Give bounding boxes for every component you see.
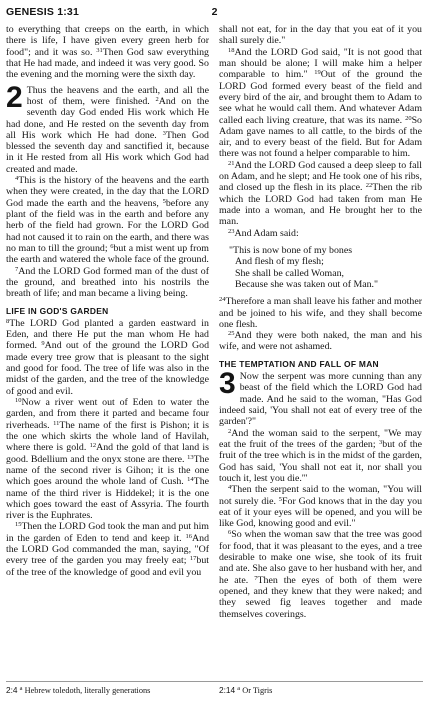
verse-text: before any plant of the field was in the earth and before any herb of the field had grown. For the LORD God had not caused it to rain on the earth, and there was no man to till the ground; [6, 197, 209, 254]
paragraph [219, 228, 422, 239]
paragraph [219, 428, 422, 485]
verse-number: 25 [228, 330, 235, 338]
verse-number: 24 [219, 296, 226, 304]
verse-number: 11 [53, 419, 60, 427]
verse-text: Then the eyes of both of them were opened, and they knew that they were naked; and they sewed fig leaves together and made themselves coverings. [219, 574, 423, 620]
verse-text: shall not eat, for in the day that you eat of it you shall surely die." [219, 24, 422, 47]
poem-line: Because she was taken out of Man." [235, 278, 379, 290]
verse-number: 7 [254, 574, 258, 582]
verse-text: Thus the heavens and the earth, and all the host of them, were finished. [26, 84, 209, 107]
verse-number: 3 [379, 438, 383, 446]
paragraph [6, 521, 209, 578]
verse-number: 6 [110, 242, 114, 250]
footnote [6, 685, 212, 695]
paragraph [6, 175, 209, 266]
verse-text: Then the rib which the LORD God had taken from man He made into a woman, and He brought her to the man. [219, 182, 423, 228]
verse-number: 18 [228, 46, 235, 54]
footnote [219, 685, 272, 695]
page-number: 2 [211, 6, 218, 18]
paragraph [219, 296, 422, 330]
verse-text: Then God saw everything that He had made, and indeed it was very good. So the evening and the morning were the sixth day. [6, 46, 209, 81]
left-column [6, 24, 209, 578]
chapter-number: 3 [219, 367, 236, 401]
paragraph [219, 330, 422, 353]
verse-text: So when the woman saw that the tree was good for food, that it was pleasant to the eyes, and a tree desirable to make one wise, she took of its fruit and ate. She also gave to her husband with her, and he ate. [219, 529, 422, 586]
verse-text: The name of the first is Pishon; it is the one which skirts the whole land of Havilah, where there is gold. [6, 419, 209, 454]
footnotes [6, 685, 423, 699]
verse-text: Then the LORD God took the man and put him in the garden of Eden to tend and keep it. [6, 521, 209, 544]
verse-text: And the LORD God caused a deep sleep to fall on Adam, and he slept; and He took one of his ribs, and closed up the flesh in its place. [219, 159, 422, 194]
verse-text: but of the fruit of the tree which is in the midst of the garden, God has said, 'You shall not eat it, nor shall you touch it, lest you die.'" [219, 438, 422, 484]
poem-line: She shall be called Woman, [235, 267, 344, 279]
footnote-text: Hebrew toledoth, literally generations [24, 686, 151, 695]
verse-number: 20 [405, 114, 412, 122]
verse-number: 31 [96, 46, 103, 54]
verse-text: This is the history of the heavens and the earth when they were created, in the day that the LORD God made the earth and the heavens, [6, 175, 209, 209]
poem-line: "This is now bone of my bones [229, 244, 353, 256]
verse-text: And the LORD God commanded the man, saying, "Of every tree of the garden you may freely eat; [6, 532, 210, 567]
verse-text: For God knows that in the day you eat of it your eyes will be opened, and you will be like God, knowing good and evil." [219, 495, 423, 530]
verse-number: 4 [15, 175, 19, 183]
verse-text: And the LORD God formed man of the dust of the ground, and breathed into his nostrils the breath of life; and man became a living being. [6, 265, 209, 300]
paragraph [219, 484, 422, 529]
verse-text: So Adam gave names to all cattle, to the birds of the air, and to every beast of the field. But for Adam there was not found a helper comparable to him. [219, 114, 422, 160]
right-column [219, 24, 422, 620]
chapter-3-opening [219, 367, 422, 428]
verse-number: 6 [228, 529, 232, 537]
paragraph [219, 160, 422, 228]
verse-text: And Adam said: [234, 227, 299, 239]
poem-line: And flesh of my flesh; [235, 256, 324, 268]
verse-text: Then the serpent said to the woman, "You will not surely die. [219, 484, 422, 507]
verse-number: 10 [15, 397, 22, 404]
verse-number: 12 [89, 442, 97, 450]
verse-number: 8 [6, 317, 10, 325]
poem [229, 245, 422, 290]
verse-text: Then God blessed the seventh day and sanctified it, because in it He rested from all His work which God had created and made. [6, 129, 209, 175]
verse-text: Now a river went out of Eden to water the garden, and from there it parted and became four riverheads. [6, 397, 209, 431]
section-heading: THE TEMPTATION AND FALL OF MAN [219, 358, 379, 369]
verse-number: 19 [314, 69, 321, 77]
verse-number: 5 [162, 197, 166, 205]
verse-text: The name of the third river is Hiddekel; it is the one which goes toward the east of Assyria. The fourth river is the Euphrates. [6, 476, 210, 522]
verse-text: And the LORD God said, "It is not good that man should be alone; I will make him a helper comparable to him." [219, 46, 422, 81]
verse-text: Now the serpent was more cunning than any beast of the field which the LORD God had made. And he said to the woman, "Has God indeed said, 'You shall not eat of every tree of the garden'?" [219, 371, 422, 428]
paragraph [219, 47, 422, 160]
verse-text: to everything that creeps on the earth, in which there is life, I have given every green herb for food"; and it was so. [6, 24, 209, 58]
verse-text: And the woman said to the serpent, "We may eat the fruit of the trees of the garden; [219, 427, 422, 450]
verse-number: 4 [228, 484, 232, 492]
verse-number: 2 [228, 427, 232, 435]
paragraph [219, 529, 422, 620]
verse-text: And out of the ground the LORD God made every tree grow that is pleasant to the sight and good for food. The tree of life was also in the midst of the garden, and the tree of the knowledge of good and evil. [6, 340, 210, 397]
paragraph [6, 318, 209, 397]
verse-number: 23 [228, 227, 235, 235]
verse-number: 17 [189, 555, 197, 563]
paragraph [6, 397, 209, 521]
verse-text: Therefore a man shall leave his father and mother and be joined to his wife, and they shall become one flesh. [219, 296, 422, 330]
paragraph [219, 24, 422, 47]
verse-number: 2 [155, 95, 159, 103]
verse-number: 14 [187, 476, 194, 484]
verse-text: And on the seventh day God ended His work which He had done, and He rested on the seventh day from all His work which He had done. [6, 95, 210, 141]
verse-number: 15 [15, 521, 22, 529]
verse-text: The LORD God planted a garden eastward in Eden, and there He put the man whom He had formed. [6, 317, 209, 352]
verse-text: And the gold of that land is good. Bdellium and the onyx stone are there. [6, 442, 210, 465]
verse-text: The name of the second river is Gihon; it is the one which goes around the whole land of Cush. [6, 453, 209, 488]
verse-text: Out of the ground the LORD God formed every beast of the field and every bird of the air, and brought them to Adam to see what he would call them. And whatever Adam called each living creature, that was its name. [219, 69, 422, 126]
chapter-2-opening [6, 80, 210, 176]
verse-number: 21 [228, 159, 235, 167]
verse-number: 7 [15, 265, 19, 273]
footnote-ref: 2:4 [6, 685, 18, 695]
footnote-text: Or Tigris [242, 686, 273, 695]
verse-text: but a mist went up from the earth and watered the whole face of the ground. [6, 242, 209, 266]
verse-number: 9 [41, 340, 45, 348]
verse-number: 16 [185, 532, 192, 540]
verse-number: 22 [365, 182, 373, 190]
verse-number: 5 [278, 495, 283, 503]
chapter-number: 2 [6, 80, 23, 114]
footnote-divider [6, 681, 423, 682]
verse-text: but of the tree of the knowledge of good and evil you [6, 555, 209, 578]
paragraph [6, 266, 209, 300]
verse-number: 13 [187, 453, 194, 461]
page-header [6, 6, 423, 22]
verse-number: 3 [162, 129, 166, 137]
section-heading: LIFE IN GOD'S GARDEN [6, 305, 109, 316]
paragraph [6, 24, 209, 81]
verse-text: And they were both naked, the man and his wife, and were not ashamed. [219, 330, 422, 353]
footnote-mark: a [19, 685, 23, 692]
footnote-ref: 2:14 [219, 685, 236, 695]
running-head: GENESIS 1:31 [6, 6, 80, 18]
footnote-mark: a [237, 685, 241, 692]
